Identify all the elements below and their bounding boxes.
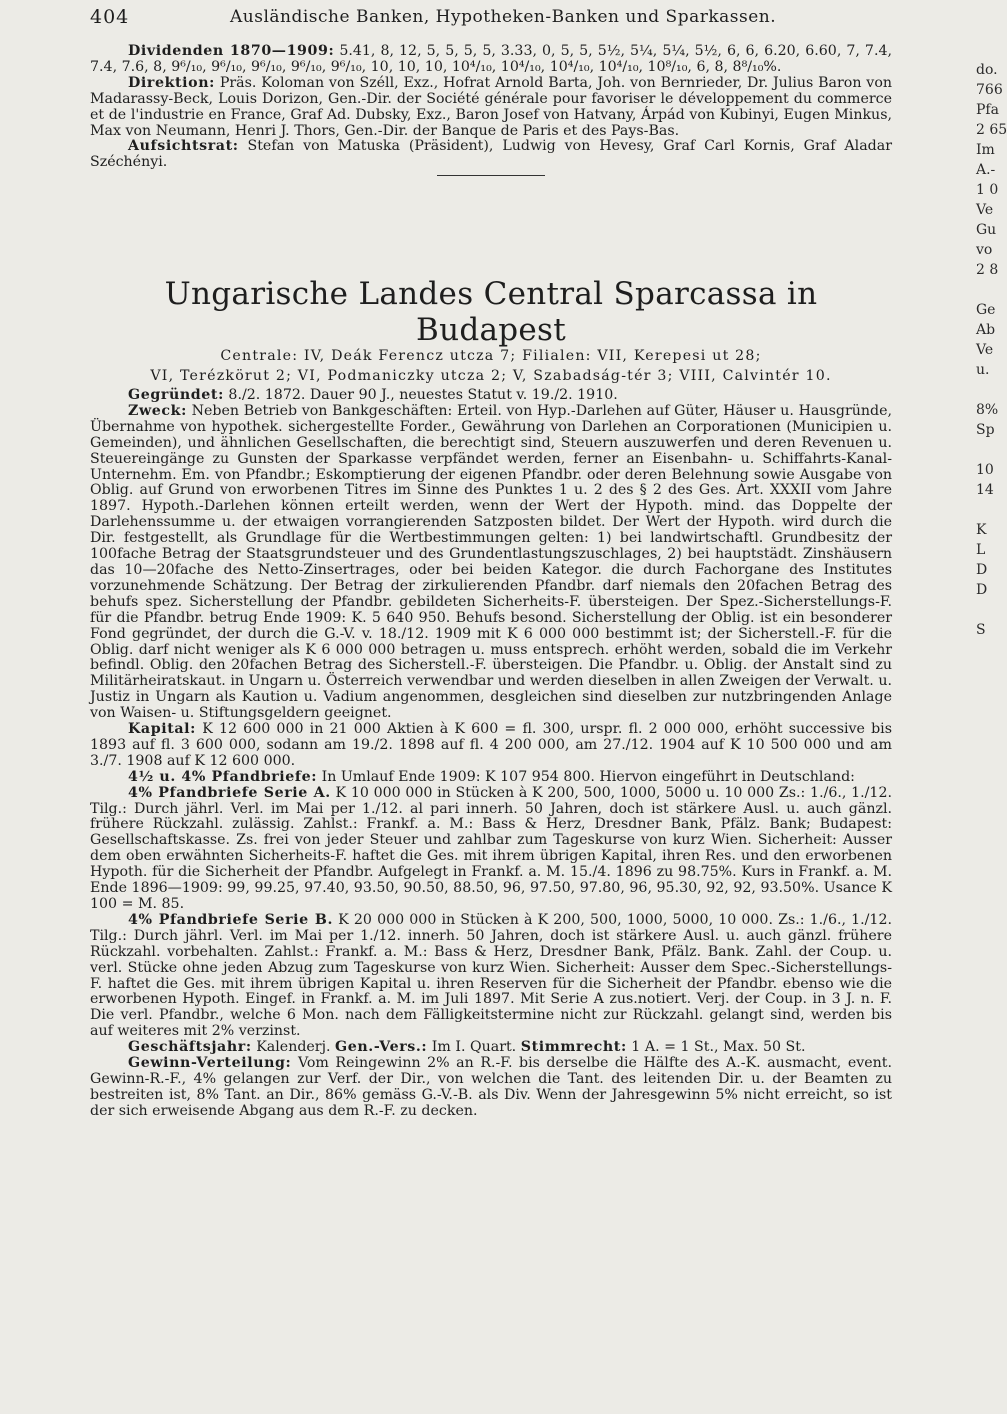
aufsichtsrat-paragraph [90,139,892,171]
edge-fragment: K [976,522,987,538]
edge-fragment: do. [976,62,998,78]
page-header [90,6,890,32]
direktion-text: Präs. Koloman von Széll, Exz., Hofrat Arnold Barta, Joh. von Bernrieder, Dr. Julius Baron von Madarassy-Beck, Louis Dorizon, Gen.-Dir. der Société générale pour favoriser le développement du commerce et de l'industrie en France, Graf Ad. Dubsky, Exz., Baron Josef von Hatvany, Árpád von Kubinyi, Eugen Minkus, Max von Neumann, Henri J. Thors, Gen.-Dir. der Banque de Paris et des Pays-Bas. [90,74,892,139]
edge-fragment: 14 [976,482,994,498]
serie-a-text: K 10 000 000 in Stücken à K 200, 500, 1000, 5000 u. 10 000 Zs.: 1./6., 1./12. Tilg.: Durch jährl. Verl. im Mai per 1./12. al pari innerh. 50 Jahren, doch ist stärkere Ausl. u. auch gänzl. frühere Rückzahl. zulässig. Zahlst.: Frankf. a. M.: Bass & Herz, Dresdner Bank, Pfälz. Bank; Budapest: Gesellschaftskasse. Zs. frei von jeder Steuer und zahlbar zum Tageskurse von kurz Wien. Sicherheit: Ausser dem oben erwähnten Sicherheits-F. haftet die Ges. mit ihrem übrigen Kapital, ihren Res. und den erworbenen Hypoth. für die Sicherheit der Pfandbr. Aufgelegt in Frankf. a. M. 15./4. 1896 zu 98.75%. Kurs in Frankf. a. M. Ende 1896—1909: 99, 99.25, 97.40, 93.50, 90.50, 88.50, 96, 97.50, 97.80, 96, 95.30, 92, 92, 93.50%. Usance K 100 = M. 85. [90,784,892,912]
edge-fragment: u. [976,362,990,378]
dividends-paragraph [90,44,892,76]
dividends-text: 5.41, 8, 12, 5, 5, 5, 5, 3.33, 0, 5, 5, 5½, 5¼, 5¼, 5½, 6, 6, 6.20, 6.60, 7, 7.4, 7.4, 7.6, 8, 9⁶/₁₀, 9⁶/₁₀, 9⁶/₁₀, 9⁶/₁₀, 9⁶/₁₀, 10, 10, 10, 10⁴/₁₀, 10⁴/₁₀, 10⁴/₁₀, 10⁴/₁₀, 10⁸/₁₀, 6, 8, 8⁸/₁₀%. [90,43,892,75]
stimmrecht-label: Stimmrecht: [520,1039,627,1056]
edge-fragment: A.- [976,162,996,178]
adjacent-page-edge [976,60,1007,660]
bank-title: Ungarische Landes Central Sparcassa in Budapest [164,276,818,348]
zweck-text: Neben Betrieb von Bankgeschäften: Erteil. von Hyp.-Darlehen auf Güter, Häuser u. Hausgründe, Übernahme von hypothek. sichergestellte Forder., Gewährung von Darlehen an Corporationen (Municipien u. Gemeinden), und ähnlichen Gesellschaften, die berechtigt sind, Steuern auszuwerfen und deren Revenuen u. Steuereingänge zu Gunsten der Sparkasse verpfändet werden, ferner an Eisenbahn- u. Schiffahrts-Kanal-Unternehm. Em. von Pfandbr.; Eskomptierung der eigenen Pfandbr. oder deren Belehnung sowie Ausgabe von Oblig. auf Grund von erworbenen Titres im Sinne des Punktes 1 u. 2 des § 2 des Ges. Art. XXXII vom Jahre 1897. Hypoth.-Darlehen können erteilt werden, wenn der Wert der Hypoth. mind. das Doppelte der Darlehenssumme u. der etwaigen vorrangierenden Satzposten bildet. Der Wert der Hypoth. wird durch die Dir. festgestellt, als Grundlage für die Wertbestimmungen gelten: 1) bei landwirtschaftl. Grundbesitz der 100fache Betrag der Staatsgrundsteuer und des Grundentlastungszuschlages, 2) bei hauptstädt. Zinshäusern das 10—20fache des Netto-Zinsertrages, oder bei beiden Kategor. die durch Fachorgane des Institutes vorzunehmende Schätzung. Der Betrag der zirkulierenden Pfandbr. darf niemals den 20fachen Betrag des behufs spez. Sicherstellung der Pfandbr. gebildeten Sicherheits-F. übersteigen. Der Spez.-Sicherstellungs-F. für die Pfandbr. betrug Ende 1909: K. 5 640 950. Behufs besond. Sicherstellung der Oblig. ist ein besonderer Fond gegründet, der durch die G.-V. v. 18./12. 1909 mit K 6 000 000 bestimmt ist; der Sicherstell.-F. für die Oblig. darf nicht weniger als K 6 000 000 betragen u. muss entsprech. erhöht werden, sobald die im Verkehr befindl. Oblig. den 20fachen Betrag des Sicherstell.-F. übersteigen. Die Pfandbr. u. Oblig. der Anstalt sind zu Militärheiratskaut. in Ungarn u. Österreich verwendbar und werden dieselben in allen Zweigen der Verwalt. u. Justiz in Ungarn als Kaution u. Vadium angenommen, desgleichen sind dieselben zur nutzbringenden Anlage von Waisen- u. Stiftungsgeldern geeignet. [90,402,892,722]
edge-fragment [976,440,1000,460]
zweck-label: Zweck: [128,402,187,419]
edge-fragment: Ge [976,302,996,318]
edge-fragment: 766 [976,82,1003,98]
edge-fragment [976,600,1000,620]
founded-paragraph [90,388,892,404]
edge-fragment: Ve [976,342,994,358]
edge-fragment: D [976,582,988,598]
stimmrecht-text: 1 A. = 1 St., Max. 50 St. [631,1039,806,1056]
gen-vers-label: Gen.-Vers.: [335,1039,428,1056]
serie-a-paragraph [90,786,892,913]
edge-fragment [976,280,1000,300]
section-separator [437,175,545,176]
edge-fragment: vo [976,242,993,258]
gen-vers-text: Im I. Quart. [431,1039,517,1056]
edge-fragment: D [976,562,988,578]
serie-b-label: 4% Pfandbriefe Serie B. [128,911,334,928]
direktion-label: Direktion: [128,74,215,91]
founded-label: Gegründet: [128,387,224,403]
page-number: 404 [90,6,130,28]
gewinn-paragraph [90,1056,892,1120]
gewinn-label: Gewinn-Verteilung: [128,1055,292,1072]
gewinn-text: Vom Reingewinn 2% an R.-F. bis derselbe die Hälfte des A.-K. ausmacht, event. Gewinn-R.-F., 4% gelangen zur Verf. der Dir., von welchen die Tant. des leitenden Dir. u. der Beamten zu bestreiten ist, 8% Tant. an Dir., 86% gemäss G.-V.-B. als Div. Wenn der Jahresgewinn 5% nicht erreicht, so ist der sich erweisende Abgang aus dem R.-F. zu decken. [90,1055,892,1119]
geschaeftsjahr-paragraph [90,1040,892,1056]
pfandbriefe-label: 4½ u. 4% Pfandbriefe: [128,768,318,785]
aufsichtsrat-label: Aufsichtsrat: [128,138,239,155]
main-column [90,44,892,1120]
direktion-paragraph [90,76,892,140]
edge-fragment: Gu [976,222,997,238]
edge-fragment: Ve [976,202,994,218]
geschaeftsjahr-text: Kalenderj. [256,1039,331,1056]
edge-fragment: Pfa [976,102,999,118]
edge-fragment [976,380,1000,400]
edge-fragment: Sp [976,422,995,438]
aufsichtsrat-text: Stefan von Matuska (Präsident), Ludwig von Hevesy, Graf Carl Kornis, Graf Aladar Széchényi. [90,138,892,171]
dividends-label: Dividenden 1870—1909: [128,43,335,59]
edge-fragment: L [976,542,986,558]
edge-fragment: Ab [976,322,996,338]
serie-b-text: K 20 000 000 in Stücken à K 200, 500, 1000, 5000, 10 000. Zs.: 1./6., 1./12. Tilg.: Durch jährl. Verl. im Mai per 1./12. innerh. 50 Jahren, doch ist stärkere Ausl. u. auch gänzl. frühere Rückzahl. vorbehalten. Zahlst.: Frankf. a. M.: Bass & Herz, Dresdner Bank, Pfälz. Bank. Zahl. der Coup. u. verl. Stücke ohne jeden Abzug zum Tageskurse von kurz Wien. Sicherheit: Ausser dem Spec.-Sicherstellungs-F. haftet die Ges. mit ihrem übrigen Kapital u. ihren Reserven für die Sicherheit der Pfandbr. ebenso wie die erworbenen Hypoth. Eingef. in Frankf. a. M. im Juli 1897. Mit Serie A zus.notiert. Verj. der Coup. in 3 J. n. F. Die verl. Pfandbr., welche 6 Mon. nach dem Fälligkeitstermine nicht zur Rückzahl. gelangt sind, werden bis auf weiteres mit 2% verzinst. [90,911,892,1040]
kapital-text: K 12 600 000 in 21 000 Aktien à K 600 = fl. 300, urspr. fl. 2 000 000, erhöht successive bis 1893 auf fl. 3 600 000, sodann am 19./2. 1898 auf fl. 4 200 000, am 27./12. 1904 auf K 10 500 000 und am 3./7. 1908 auf K 12 600 000. [90,721,892,769]
previous-entry-tail [90,44,892,262]
pfandbriefe-text: In Umlauf Ende 1909: K 107 954 800. Hiervon eingeführt in Deutschland: [321,768,855,785]
edge-fragment: 8% [976,402,999,418]
edge-fragment [976,500,1000,520]
kapital-label: Kapital: [128,721,197,738]
edge-fragment: 10 [976,462,994,478]
geschaeftsjahr-label: Geschäftsjahr: [128,1039,252,1056]
serie-b-paragraph [90,913,892,1040]
zweck-paragraph [90,404,892,722]
edge-fragment: Im [976,142,995,158]
edge-fragment: 2 8 [976,262,999,278]
edge-fragment: 2 65 [976,122,1007,138]
founded-text: 8./2. 1872. Dauer 90 J., neuestes Statut v. 19./2. 1910. [228,387,618,403]
address-line-2: VI, Terézkörut 2; VI, Podmaniczky utcza 2; V, Szabadság-tér 3; VIII, Calvintér 10. [150,368,832,384]
address-line-1: Centrale: IV, Deák Ferencz utcza 7; Filialen: VII, Kerepesi ut 28; [220,348,762,364]
running-title: Ausländische Banken, Hypotheken-Banken und Sparkassen. [230,7,777,27]
edge-fragment: 1 0 [976,182,999,198]
pfandbriefe-paragraph [90,770,892,786]
edge-fragment: S [976,622,986,638]
serie-a-label: 4% Pfandbriefe Serie A. [128,784,331,801]
kapital-paragraph [90,722,892,770]
